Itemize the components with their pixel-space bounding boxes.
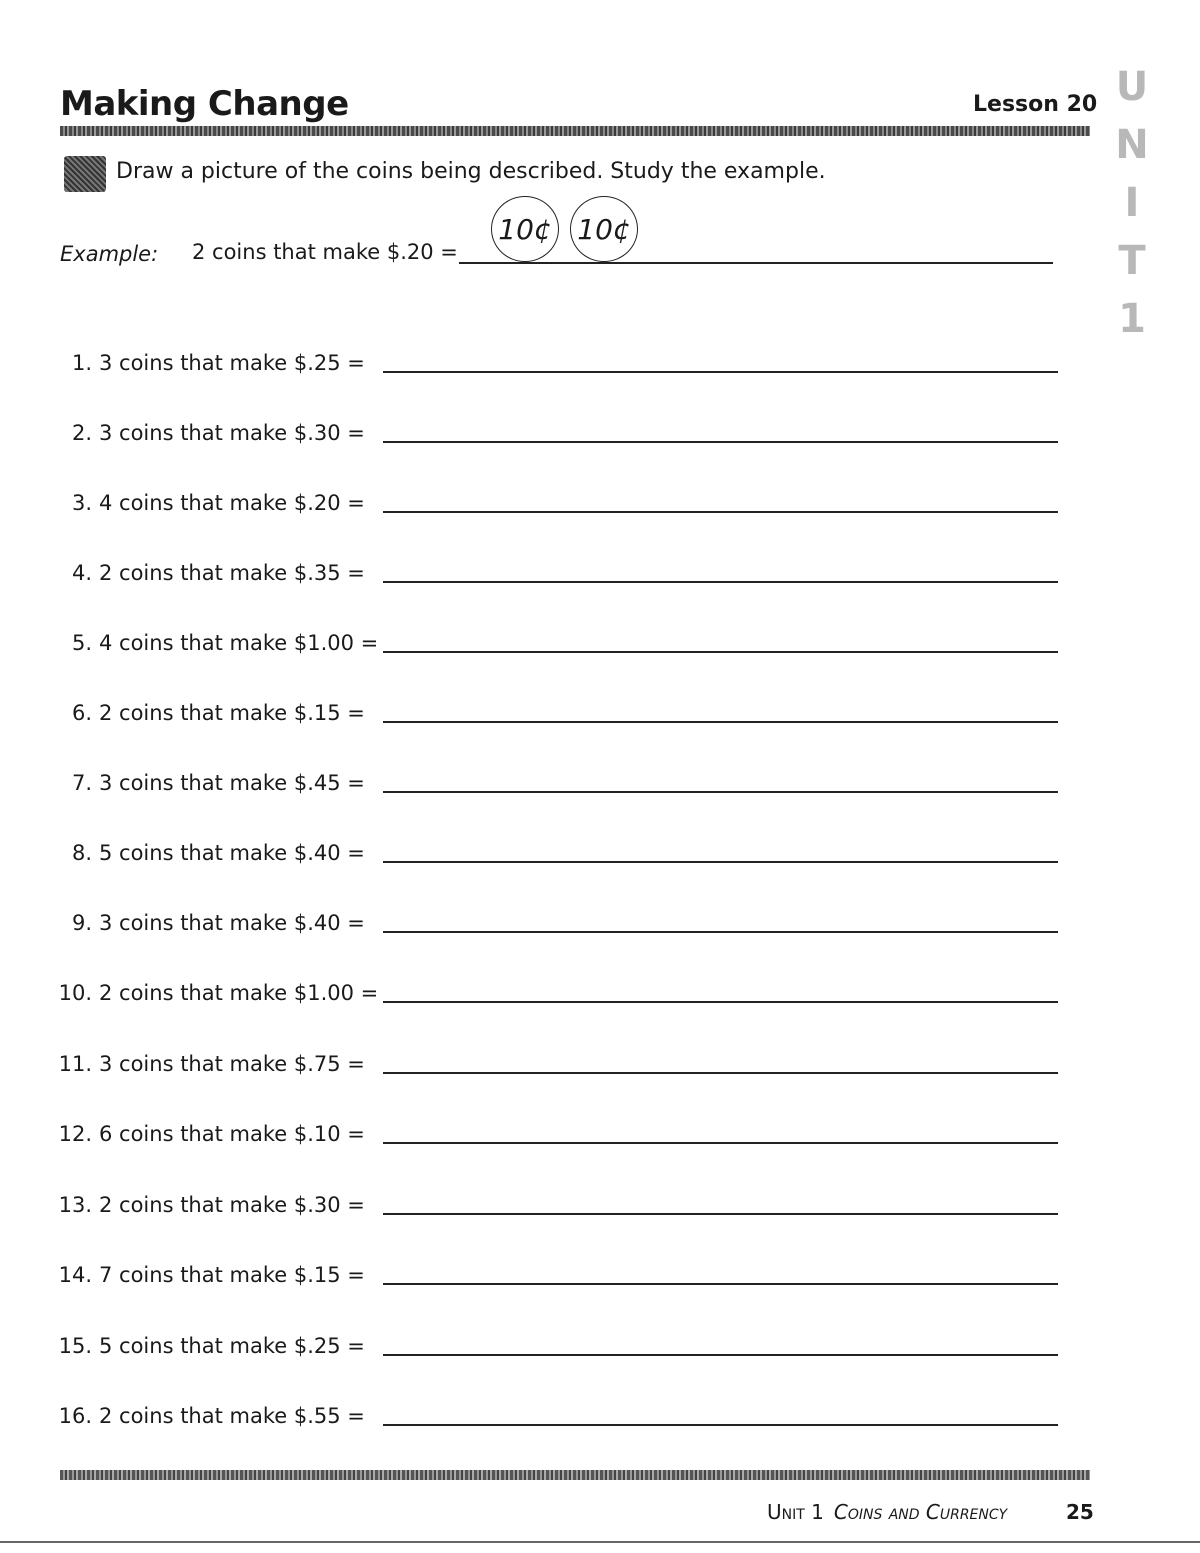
- problem-text: 2 coins that make $1.00 =: [99, 981, 379, 1005]
- answer-line[interactable]: [383, 1283, 1058, 1285]
- problem-text: 2 coins that make $.55 =: [99, 1404, 365, 1428]
- problem-row: [0, 771, 1200, 811]
- problem-row: [0, 1404, 1200, 1444]
- problem-text: 3 coins that make $.30 =: [99, 421, 365, 445]
- problem-row: [0, 1122, 1200, 1162]
- side-letter: U: [1115, 64, 1149, 110]
- answer-line[interactable]: [383, 441, 1058, 443]
- problem-number: 12.: [58, 1122, 92, 1146]
- problem-row: [0, 701, 1200, 741]
- side-letter: I: [1124, 180, 1140, 226]
- header-rule: [60, 126, 1090, 136]
- page-edge: [0, 1541, 1200, 1543]
- problem-row: [0, 351, 1200, 391]
- problem-number: 9.: [71, 911, 92, 935]
- problem-row: [0, 911, 1200, 951]
- page-number: 25: [1066, 1500, 1094, 1524]
- answer-line[interactable]: [383, 581, 1058, 583]
- problem-number: 5.: [71, 631, 92, 655]
- problem-row: [0, 1052, 1200, 1092]
- problem-row: [0, 421, 1200, 461]
- problem-number: 7.: [71, 771, 92, 795]
- problem-row: [0, 1193, 1200, 1233]
- problem-text: 5 coins that make $.40 =: [99, 841, 365, 865]
- problem-row: [0, 1263, 1200, 1303]
- coin-drawing: 10¢: [570, 196, 638, 262]
- problem-text: 4 coins that make $1.00 =: [99, 631, 379, 655]
- problem-number: 15.: [58, 1334, 92, 1358]
- problem-text: 7 coins that make $.15 =: [99, 1263, 365, 1287]
- problem-text: 3 coins that make $.40 =: [99, 911, 365, 935]
- problem-text: 6 coins that make $.10 =: [99, 1122, 365, 1146]
- answer-line[interactable]: [383, 791, 1058, 793]
- answer-line[interactable]: [383, 511, 1058, 513]
- answer-line[interactable]: [383, 1213, 1058, 1215]
- problem-text: 2 coins that make $.15 =: [99, 701, 365, 725]
- example-answer-line: [459, 262, 1053, 264]
- side-letter: 1: [1118, 296, 1146, 342]
- unit-side-tab: [1112, 58, 1152, 348]
- answer-line[interactable]: [383, 1072, 1058, 1074]
- problem-text: 5 coins that make $.25 =: [99, 1334, 365, 1358]
- answer-line[interactable]: [383, 1142, 1058, 1144]
- problem-number: 13.: [58, 1193, 92, 1217]
- problem-row: [0, 1334, 1200, 1374]
- problem-number: 8.: [71, 841, 92, 865]
- problem-number: 3.: [71, 491, 92, 515]
- instructions-text: Draw a picture of the coins being described. Study the example.: [116, 159, 826, 184]
- footer-unit: Unit 1: [767, 1500, 824, 1524]
- problem-text: 4 coins that make $.20 =: [99, 491, 365, 515]
- problem-row: [0, 841, 1200, 881]
- problem-number: 1.: [71, 351, 92, 375]
- problem-row: [0, 631, 1200, 671]
- problem-number: 16.: [58, 1404, 92, 1428]
- problem-text: 3 coins that make $.75 =: [99, 1052, 365, 1076]
- problem-number: 6.: [71, 701, 92, 725]
- coin-drawing: 10¢: [491, 196, 559, 262]
- footer-label: [767, 1500, 1007, 1524]
- page-title: Making Change: [60, 84, 349, 124]
- problem-number: 14.: [58, 1263, 92, 1287]
- answer-line[interactable]: [383, 651, 1058, 653]
- problem-text: 3 coins that make $.25 =: [99, 351, 365, 375]
- side-letter: T: [1118, 238, 1146, 284]
- problem-text: 2 coins that make $.35 =: [99, 561, 365, 585]
- lesson-label: Lesson 20: [973, 92, 1098, 117]
- answer-line[interactable]: [383, 1424, 1058, 1426]
- footer-course: Coins and Currency: [833, 1500, 1008, 1524]
- footer-rule: [60, 1470, 1090, 1480]
- example-text: 2 coins that make $.20 =: [192, 240, 458, 264]
- side-letter: N: [1115, 122, 1149, 168]
- answer-line[interactable]: [383, 1001, 1058, 1003]
- problem-number: 2.: [71, 421, 92, 445]
- answer-line[interactable]: [383, 721, 1058, 723]
- answer-line[interactable]: [383, 861, 1058, 863]
- problem-row: [0, 981, 1200, 1021]
- problem-text: 3 coins that make $.45 =: [99, 771, 365, 795]
- example-label: Example:: [60, 242, 159, 266]
- instruction-icon: [64, 156, 106, 192]
- problem-number: 11.: [58, 1052, 92, 1076]
- problem-number: 4.: [71, 561, 92, 585]
- problem-row: [0, 491, 1200, 531]
- answer-line[interactable]: [383, 1354, 1058, 1356]
- problem-row: [0, 561, 1200, 601]
- answer-line[interactable]: [383, 371, 1058, 373]
- problem-text: 2 coins that make $.30 =: [99, 1193, 365, 1217]
- problem-number: 10.: [58, 981, 92, 1005]
- answer-line[interactable]: [383, 931, 1058, 933]
